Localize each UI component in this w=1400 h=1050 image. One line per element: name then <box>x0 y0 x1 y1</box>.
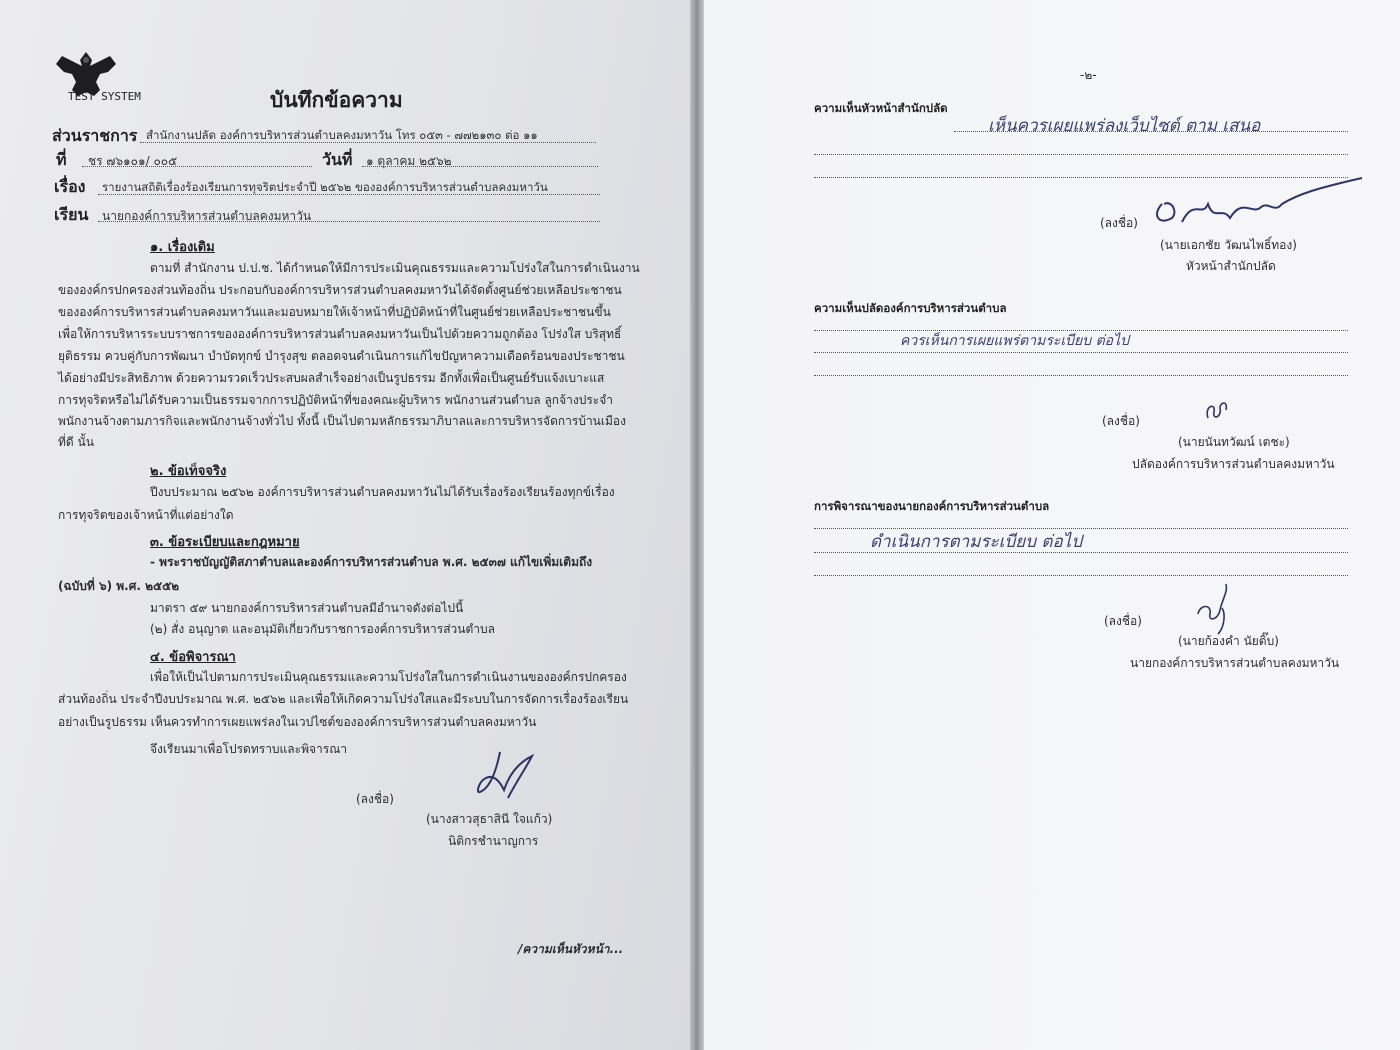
signer-name: (นางสาวสุธาสินี ใจแก้ว) <box>426 812 553 826</box>
section3-heading: ๓. ข้อระเบียบและกฎหมาย <box>150 535 300 550</box>
date-value: ๑ ตุลาคม ๒๕๖๒ <box>366 154 452 168</box>
mayor-line-2 <box>814 552 1348 553</box>
section1-heading: ๑. เรื่องเดิม <box>150 240 215 255</box>
section4-line: ส่วนท้องถิ่น ประจำปีงบประมาณ พ.ศ. ๒๕๖๒ และเพื่อให้เกิดความโปร่งใสและมีระบบในการจัดการเรื่องร้องเรียน <box>58 692 629 706</box>
page-number: -๒- <box>1080 68 1097 82</box>
memo-page-left <box>0 0 690 1050</box>
sign-label: (ลงชื่อ) <box>356 792 394 806</box>
palad-signature-mark <box>1200 396 1240 426</box>
section1-line: ยุติธรรม ควบคู่กับการพัฒนา บำบัดทุกข์ บำรุงสุข ตลอดจนดำเนินการแก้ไขปัญหาความเดือดร้อนของประชาชน <box>58 349 625 363</box>
section1-line: ขององค์กรปกครองส่วนท้องถิ่น ประกอบกับองค์การบริหารส่วนตำบลคงมหาวันได้จัดตั้งศูนย์ช่วยเหลือประชาชน <box>58 283 622 297</box>
dept-value: สำนักงานปลัด องค์การบริหารส่วนตำบลคงมหาวัน โทร ๐๕๓ - ๗๗๒๑๓๐ ต่อ ๑๑ <box>146 128 538 142</box>
system-label: TEST SYSTEM <box>68 90 141 103</box>
section1-line: เพื่อให้การบริหารระบบราชการขององค์การบริหารส่วนตำบลคงมหาวันเป็นไปด้วยความถูกต้อง โปร่งใส บริสุทธิ์ <box>58 327 622 341</box>
section4-line: เพื่อให้เป็นไปตามการประเมินคุณธรรมและความโปร่งใสในการดำเนินงานขององค์กรปกครอง <box>150 670 627 684</box>
section1-line: ขององค์การบริหารส่วนตำบลคงมหาวันและมอบหมายให้เจ้าหน้าที่ปฏิบัติหน้าที่ในศูนย์ช่วยเหลือประชาชนขึ้น <box>58 305 611 319</box>
to-underline <box>98 221 600 222</box>
section3-line: - พระราชบัญญัติสภาตำบลและองค์การบริหารส่วนตำบล พ.ศ. ๒๕๓๗ แก้ไขเพิ่มเติมถึง <box>150 555 593 569</box>
ref-label: ที่ <box>56 150 67 169</box>
head-opinion-line-1 <box>954 131 1348 132</box>
memo-title: บันทึกข้อความ <box>270 88 403 112</box>
palad-title: ปลัดองค์การบริหารส่วนตำบลคงมหาวัน <box>1132 457 1335 471</box>
subject-label: เรื่อง <box>54 177 86 196</box>
palad-sign-label: (ลงชื่อ) <box>1102 414 1140 428</box>
section3-line: มาตรา ๕๙ นายกองค์การบริหารส่วนตำบลมีอำนาจดังต่อไปนี้ <box>150 601 464 615</box>
dept-label: ส่วนราชการ <box>52 126 138 145</box>
section3-line: (๒) สั่ง อนุญาต และอนุมัติเกี่ยวกับราชการองค์การบริหารส่วนตำบล <box>150 622 495 636</box>
palad-opinion-line-2 <box>814 352 1348 353</box>
memo-page-right <box>704 0 1400 1050</box>
dept-underline <box>140 142 596 143</box>
section3-line: (ฉบับที่ ๖) พ.ศ. ๒๕๕๒ <box>58 579 180 593</box>
palad-opinion-label: ความเห็นปลัดองค์การบริหารส่วนตำบล <box>814 301 1007 315</box>
mayor-title: นายกองค์การบริหารส่วนตำบลคงมหาวัน <box>1130 656 1340 670</box>
mayor-name: (นายก้องคำ นัยติ๊บ) <box>1178 634 1279 648</box>
continue-note: /ความเห็นหัวหน้า... <box>518 942 624 956</box>
section2-heading: ๒. ข้อเท็จจริง <box>150 464 227 479</box>
palad-name: (นายนันทวัฒน์ เตชะ) <box>1178 435 1290 449</box>
closing-text: จึงเรียนมาเพื่อโปรดทราบและพิจารณา <box>150 742 348 756</box>
signature-mark <box>470 742 550 812</box>
section4-line: อย่างเป็นรูปธรรม เห็นควรทำการเผยแพร่ลงในเวปไซต์ขององค์การบริหารส่วนตำบลคงมหาวัน <box>58 715 537 729</box>
subject-underline <box>98 194 600 195</box>
section1-line: ที่ดี นั้น <box>58 435 94 449</box>
head-name: (นายเอกชัย วัฒนไพธิ์ทอง) <box>1160 238 1297 252</box>
section1-line: ตามที่ สำนักงาน ป.ป.ช. ได้กำหนดให้มีการประเมินคุณธรรมและความโปร่งใสในการดำเนินงาน <box>150 261 640 275</box>
to-label: เรียน <box>54 205 89 224</box>
section2-line: การทุจริตของเจ้าหน้าที่แต่อย่างใด <box>58 508 234 522</box>
palad-opinion-line-3 <box>814 375 1348 376</box>
head-opinion-label: ความเห็นหัวหน้าสำนักปลัด <box>814 101 948 115</box>
mayor-label: การพิจารณาของนายกองค์การบริหารส่วนตำบล <box>814 499 1050 513</box>
section4-heading: ๔. ข้อพิจารณา <box>150 650 236 665</box>
to-value: นายกองค์การบริหารส่วนตำบลคงมหาวัน <box>102 209 312 223</box>
ref-value: ชร ๗๖๑๐๑/ ๐๐๕ <box>88 154 178 168</box>
section1-line: พนักงานจ้างตามภารกิจและพนักงานจ้างทั่วไป ทั้งนี้ เป็นไปตามหลักธรรมาภิบาลและการบริหารจัดการบ้านเมือง <box>58 414 626 428</box>
head-opinion-line-2 <box>814 154 1348 155</box>
date-underline <box>362 166 598 167</box>
mayor-handwriting: ดำเนินการตามระเบียบ ต่อไป <box>870 532 1083 552</box>
palad-opinion-handwriting: ควรเห็นการเผยแพร่ตามระเบียบ ต่อไป <box>900 333 1130 349</box>
date-label: วันที่ <box>322 150 353 169</box>
section1-line: การทุจริตหรือไม่ได้รับความเป็นธรรมจากการปฏิบัติหน้าที่ของคณะผู้บริหาร พนักงานส่วนตำบล ลูกจ้างประจำ <box>58 393 613 407</box>
head-signature-mark <box>1148 178 1368 238</box>
mayor-signature-mark <box>1192 584 1242 634</box>
signer-title: นิติกรชำนาญการ <box>448 834 539 848</box>
book-gutter <box>690 0 704 1050</box>
head-sign-label: (ลงชื่อ) <box>1100 216 1138 230</box>
subject-value: รายงานสถิติเรื่องร้องเรียนการทุจริตประจำปี ๒๕๖๒ ขององค์การบริหารส่วนตำบลคงมหาวัน <box>102 180 548 194</box>
mayor-sign-label: (ลงชื่อ) <box>1104 614 1142 628</box>
ref-underline <box>82 166 312 167</box>
section2-line: ปีงบประมาณ ๒๕๖๒ องค์การบริหารส่วนตำบลคงมหาวันไม่ได้รับเรื่องร้องเรียนร้องทุกข์เรื่อง <box>150 485 615 499</box>
head-title: หัวหน้าสำนักปลัด <box>1186 259 1276 273</box>
section1-line: ได้อย่างมีประสิทธิภาพ ด้วยความรวดเร็วประสบผลสำเร็จอย่างเป็นรูปธรรม อีกทั้งเพื่อเป็นศูนย์รับแจ้งเบาะแส <box>58 371 605 385</box>
head-opinion-handwriting: เห็นควรเผยแพร่ลงเว็บไซต์ ตาม เสนอ <box>988 116 1261 136</box>
mayor-line-3 <box>814 575 1348 576</box>
